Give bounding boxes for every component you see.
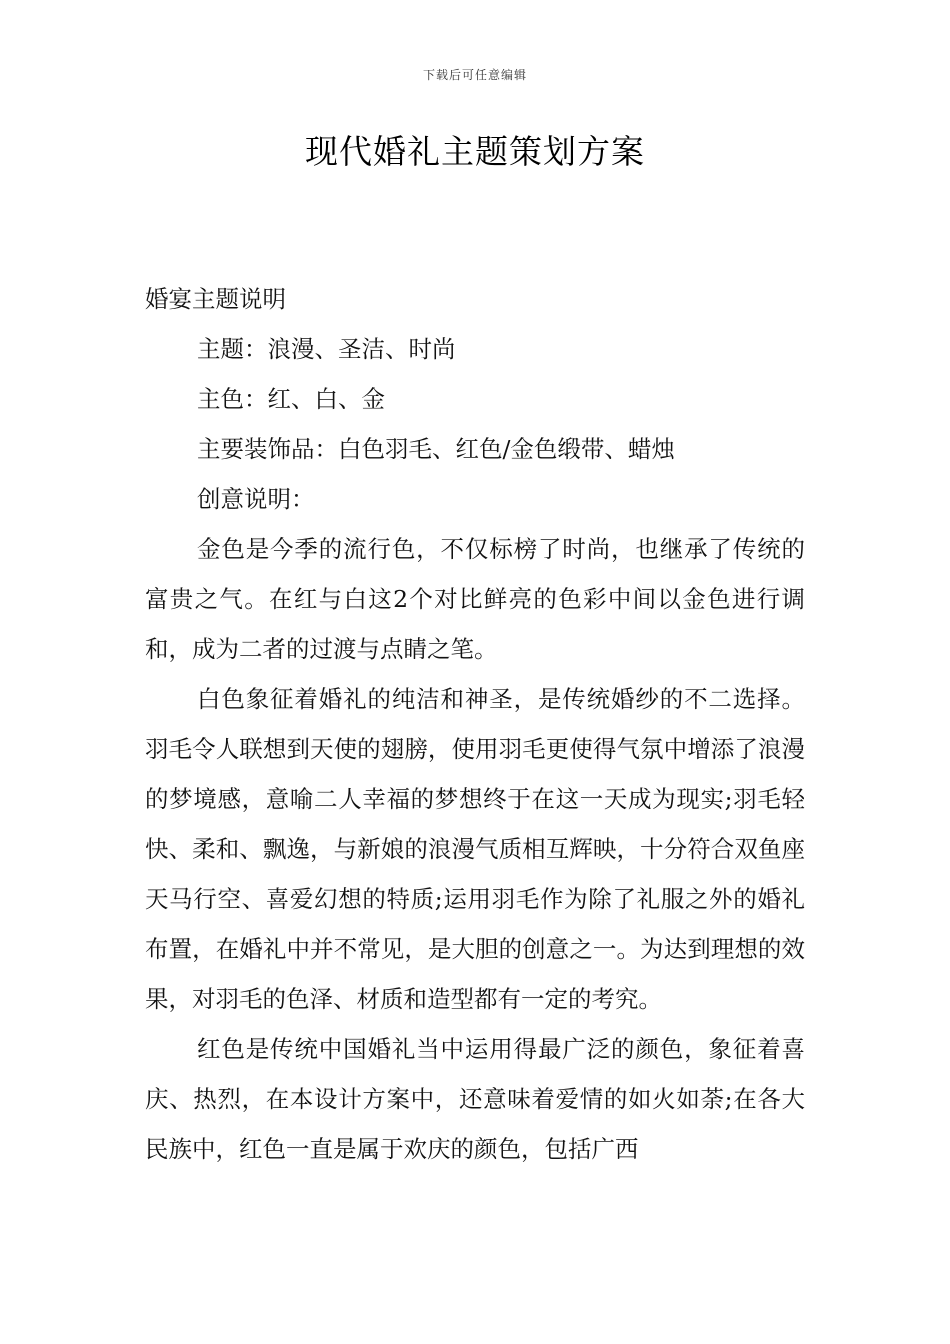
- paragraph-white: 白色象征着婚礼的纯洁和神圣，是传统婚纱的不二选择。羽毛令人联想到天使的翅膀，使用羽毛更使得气氛中增添了浪漫的梦境感，意喻二人幸福的梦想终于在这一天成为现实;羽毛轻快、柔和、飘逸，与新娘的浪漫气质相互辉映，十分符合双鱼座天马行空、喜爱幻想的特质;运用羽毛作为除了礼服之外的婚礼布置，在婚礼中并不常见，是大胆的创意之一。为达到理想的效果，对羽毛的色泽、材质和造型都有一定的考究。: [145, 685, 805, 1013]
- paragraph-gold: 金色是今季的流行色，不仅标榜了时尚，也继承了传统的富贵之气。在红与白这2个对比鲜亮的色彩中间以金色进行调和，成为二者的过渡与点睛之笔。: [145, 535, 805, 663]
- decorations-line: 主要装饰品：白色羽毛、红色/金色缎带、蜡烛: [197, 435, 675, 463]
- section-heading: 婚宴主题说明: [145, 285, 286, 313]
- creative-heading: 创意说明：: [197, 485, 315, 513]
- main-colors-line: 主色：红、白、金: [197, 385, 385, 413]
- header-note: 下载后可任意编辑: [422, 68, 527, 82]
- document-body: [145, 274, 805, 1174]
- document-title: 现代婚礼主题策划方案: [305, 132, 645, 171]
- paragraph-red: 红色是传统中国婚礼当中运用得最广泛的颜色，象征着喜庆、热烈，在本设计方案中，还意味着爱情的如火如荼;在各大民族中，红色一直是属于欢庆的颜色，包括广西: [145, 1035, 805, 1163]
- theme-line: 主题：浪漫、圣洁、时尚: [197, 335, 456, 363]
